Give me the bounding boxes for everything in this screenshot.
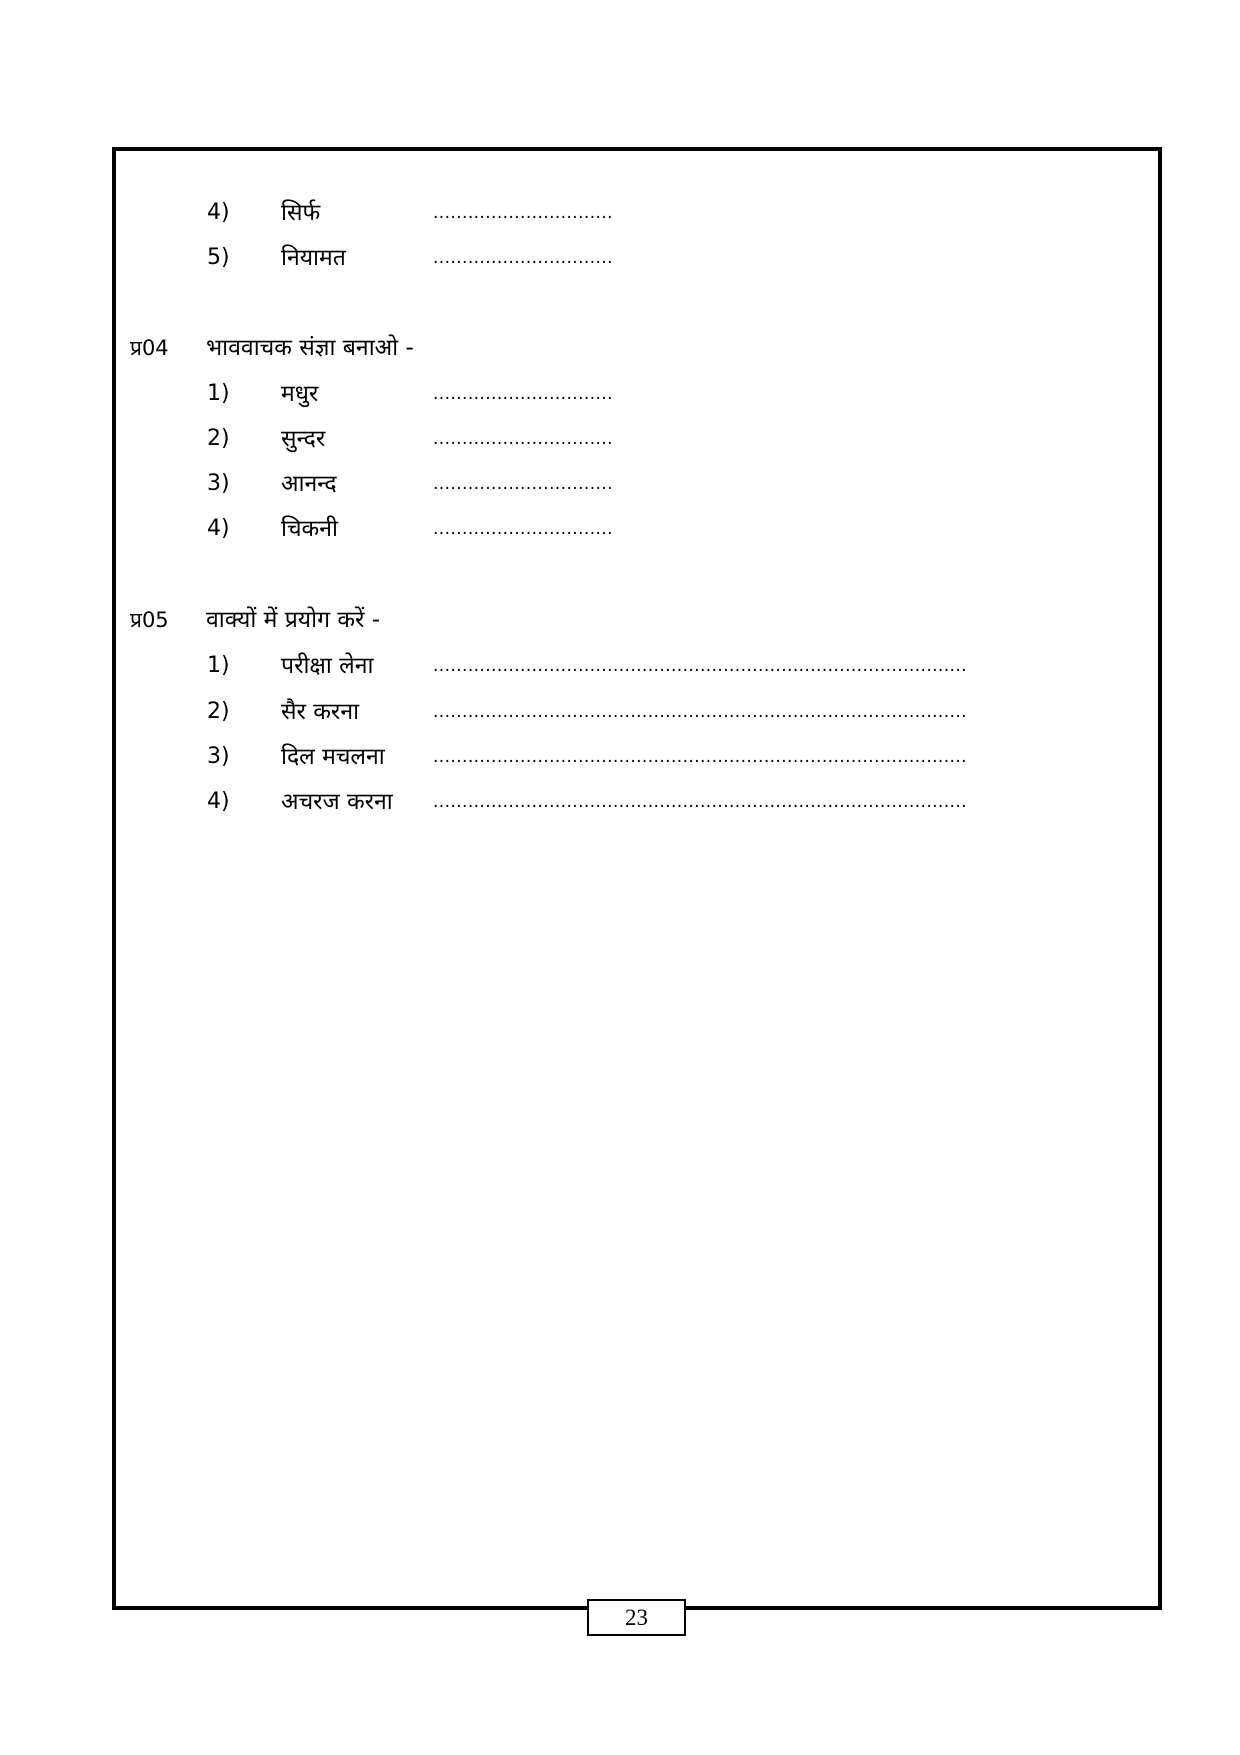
item-word: सुन्दर bbox=[281, 426, 326, 452]
item-number: 2) bbox=[207, 426, 230, 451]
item-phrase: परीक्षा लेना bbox=[281, 653, 374, 679]
item-phrase: दिल मचलना bbox=[281, 744, 385, 770]
answer-blank[interactable]: ............................... bbox=[433, 248, 613, 268]
answer-blank[interactable]: ............................... bbox=[433, 384, 613, 404]
question-title: भाववाचक संज्ञा बनाओ - bbox=[206, 335, 414, 361]
item-word: नियामत bbox=[281, 245, 346, 271]
item-number: 1) bbox=[207, 653, 230, 678]
item-phrase: अचरज करना bbox=[281, 789, 393, 815]
question-title: वाक्यों में प्रयोग करें - bbox=[206, 607, 381, 633]
question-number: प्र05 bbox=[130, 608, 169, 632]
item-number: 4) bbox=[207, 789, 230, 814]
answer-blank[interactable]: ............................... bbox=[433, 203, 613, 223]
item-number: 4) bbox=[207, 200, 230, 225]
page-number: 23 bbox=[587, 1599, 686, 1636]
answer-blank[interactable]: ............................................................................................ bbox=[433, 792, 967, 812]
answer-blank[interactable]: ............................... bbox=[433, 519, 613, 539]
item-number: 5) bbox=[207, 245, 230, 270]
item-number: 2) bbox=[207, 699, 230, 724]
answer-blank[interactable]: ............................................................................................ bbox=[433, 747, 967, 767]
answer-blank[interactable]: ............................... bbox=[433, 474, 613, 494]
item-phrase: सैर करना bbox=[281, 699, 360, 725]
item-number: 3) bbox=[207, 744, 230, 769]
item-word: सिर्फ bbox=[281, 200, 321, 226]
question-number: प्र04 bbox=[130, 336, 169, 360]
item-word: चिकनी bbox=[281, 516, 338, 542]
item-number: 1) bbox=[207, 381, 230, 406]
answer-blank[interactable]: ............................................................................................ bbox=[433, 702, 967, 722]
item-number: 3) bbox=[207, 471, 230, 496]
item-number: 4) bbox=[207, 516, 230, 541]
item-word: मधुर bbox=[281, 381, 319, 407]
item-word: आनन्द bbox=[281, 471, 337, 497]
answer-blank[interactable]: ............................... bbox=[433, 429, 613, 449]
answer-blank[interactable]: ............................................................................................ bbox=[433, 656, 967, 676]
